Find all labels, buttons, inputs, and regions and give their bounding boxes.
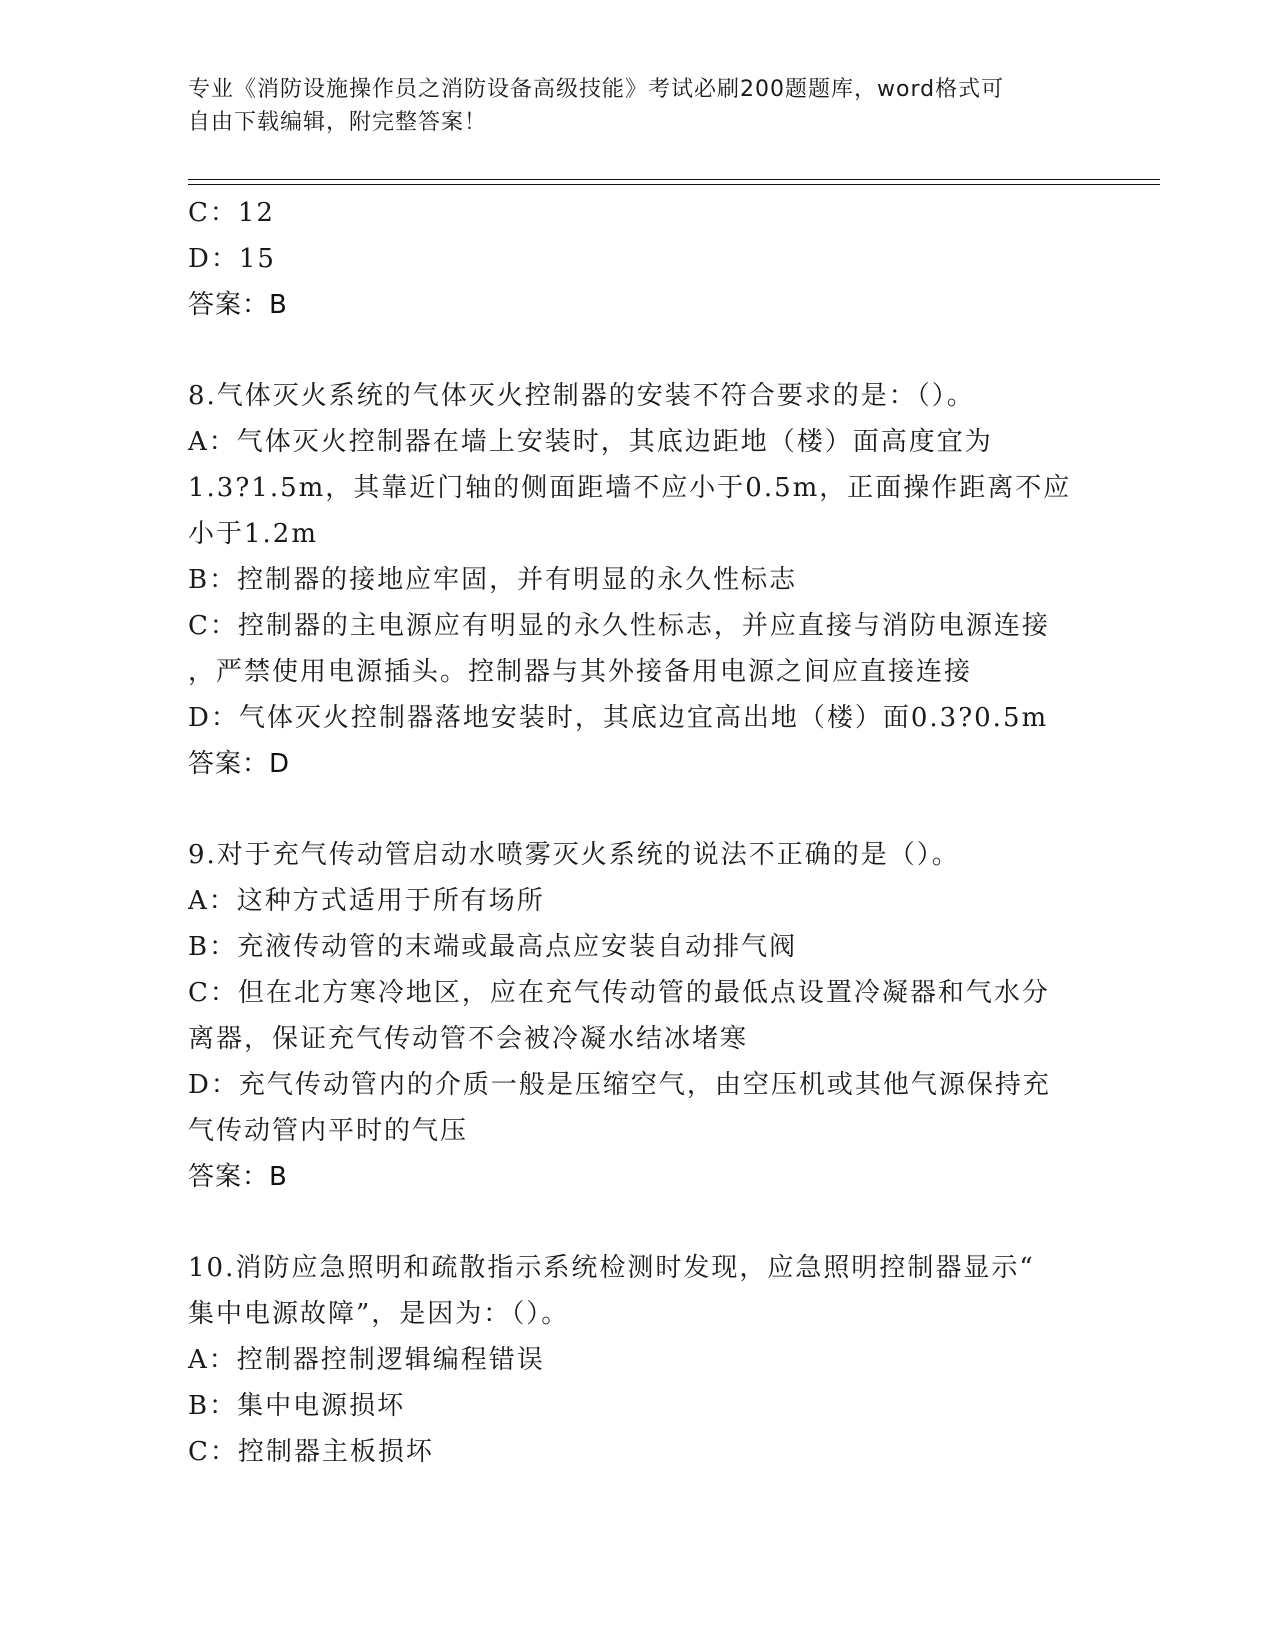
answer-line: 答案：B (188, 290, 288, 320)
option-d: D：15 (188, 244, 276, 274)
question-10 (188, 1245, 1088, 1475)
question-10-stem-cont: 集中电源故障”，是因为：（）。 (188, 1299, 570, 1329)
header-divider-top (188, 179, 1160, 180)
document-header (188, 73, 1088, 139)
question-8-option-d: D：气体灭火控制器落地安装时，其底边宜高出地（楼）面0.3?0.5m (188, 703, 1049, 733)
question-8-option-a-cont: 1.3?1.5m，其靠近门轴的侧面距墙不应小于0.5m，正面操作距离不应 (188, 473, 1072, 503)
question-8-option-a-cont: 小于1.2m (188, 519, 319, 549)
question-9-option-d-cont: 气传动管内平时的气压 (188, 1116, 469, 1146)
document-body (188, 190, 1088, 1475)
question-9-option-c: C：但在北方寒冷地区，应在充气传动管的最低点设置冷凝器和气水分 (188, 978, 1050, 1008)
question-9-stem: 9.对于充气传动管启动水喷雾灭火系统的说法不正确的是（）。 (188, 840, 960, 870)
question-8-option-c: C：控制器的主电源应有明显的永久性标志，并应直接与消防电源连接 (188, 611, 1050, 641)
question-9-option-b: B：充液传动管的末端或最高点应安装自动排气阀 (188, 932, 798, 962)
header-divider-bottom (188, 184, 1160, 185)
question-8-stem: 8.气体灭火系统的气体灭火控制器的安装不符合要求的是：（）。 (188, 381, 975, 411)
question-9-option-d: D：充气传动管内的介质一般是压缩空气，由空压机或其他气源保持充 (188, 1070, 1051, 1100)
question-8-option-c-cont: ，严禁使用电源插头。控制器与其外接备用电源之间应直接连接 (188, 657, 973, 687)
question-8 (188, 373, 1088, 787)
question-9 (188, 832, 1088, 1200)
question-10-stem: 10.消防应急照明和疏散指示系统检测时发现，应急照明控制器显示“ (188, 1253, 1035, 1283)
question-10-option-c: C：控制器主板损坏 (188, 1437, 434, 1467)
question-9-option-a: A：这种方式适用于所有场所 (188, 886, 545, 916)
header-line-2: 自由下载编辑，附完整答案！ (188, 110, 488, 135)
header-line-1: 专业《消防设施操作员之消防设备高级技能》考试必刷200题题库，word格式可 (188, 77, 1005, 102)
question-10-option-b: B：集中电源损坏 (188, 1391, 406, 1421)
question-8-answer: 答案：D (188, 749, 291, 779)
previous-question-tail (188, 190, 1088, 328)
question-8-option-b: B：控制器的接地应牢固，并有明显的永久性标志 (188, 565, 798, 595)
question-10-option-a: A：控制器控制逻辑编程错误 (188, 1345, 545, 1375)
option-c: C：12 (188, 198, 275, 228)
question-8-option-a: A：气体灭火控制器在墙上安装时，其底边距地（楼）面高度宜为 (188, 427, 993, 457)
question-9-option-c-cont: 离器，保证充气传动管不会被冷凝水结冰堵寒 (188, 1024, 749, 1054)
question-9-answer: 答案：B (188, 1162, 288, 1192)
